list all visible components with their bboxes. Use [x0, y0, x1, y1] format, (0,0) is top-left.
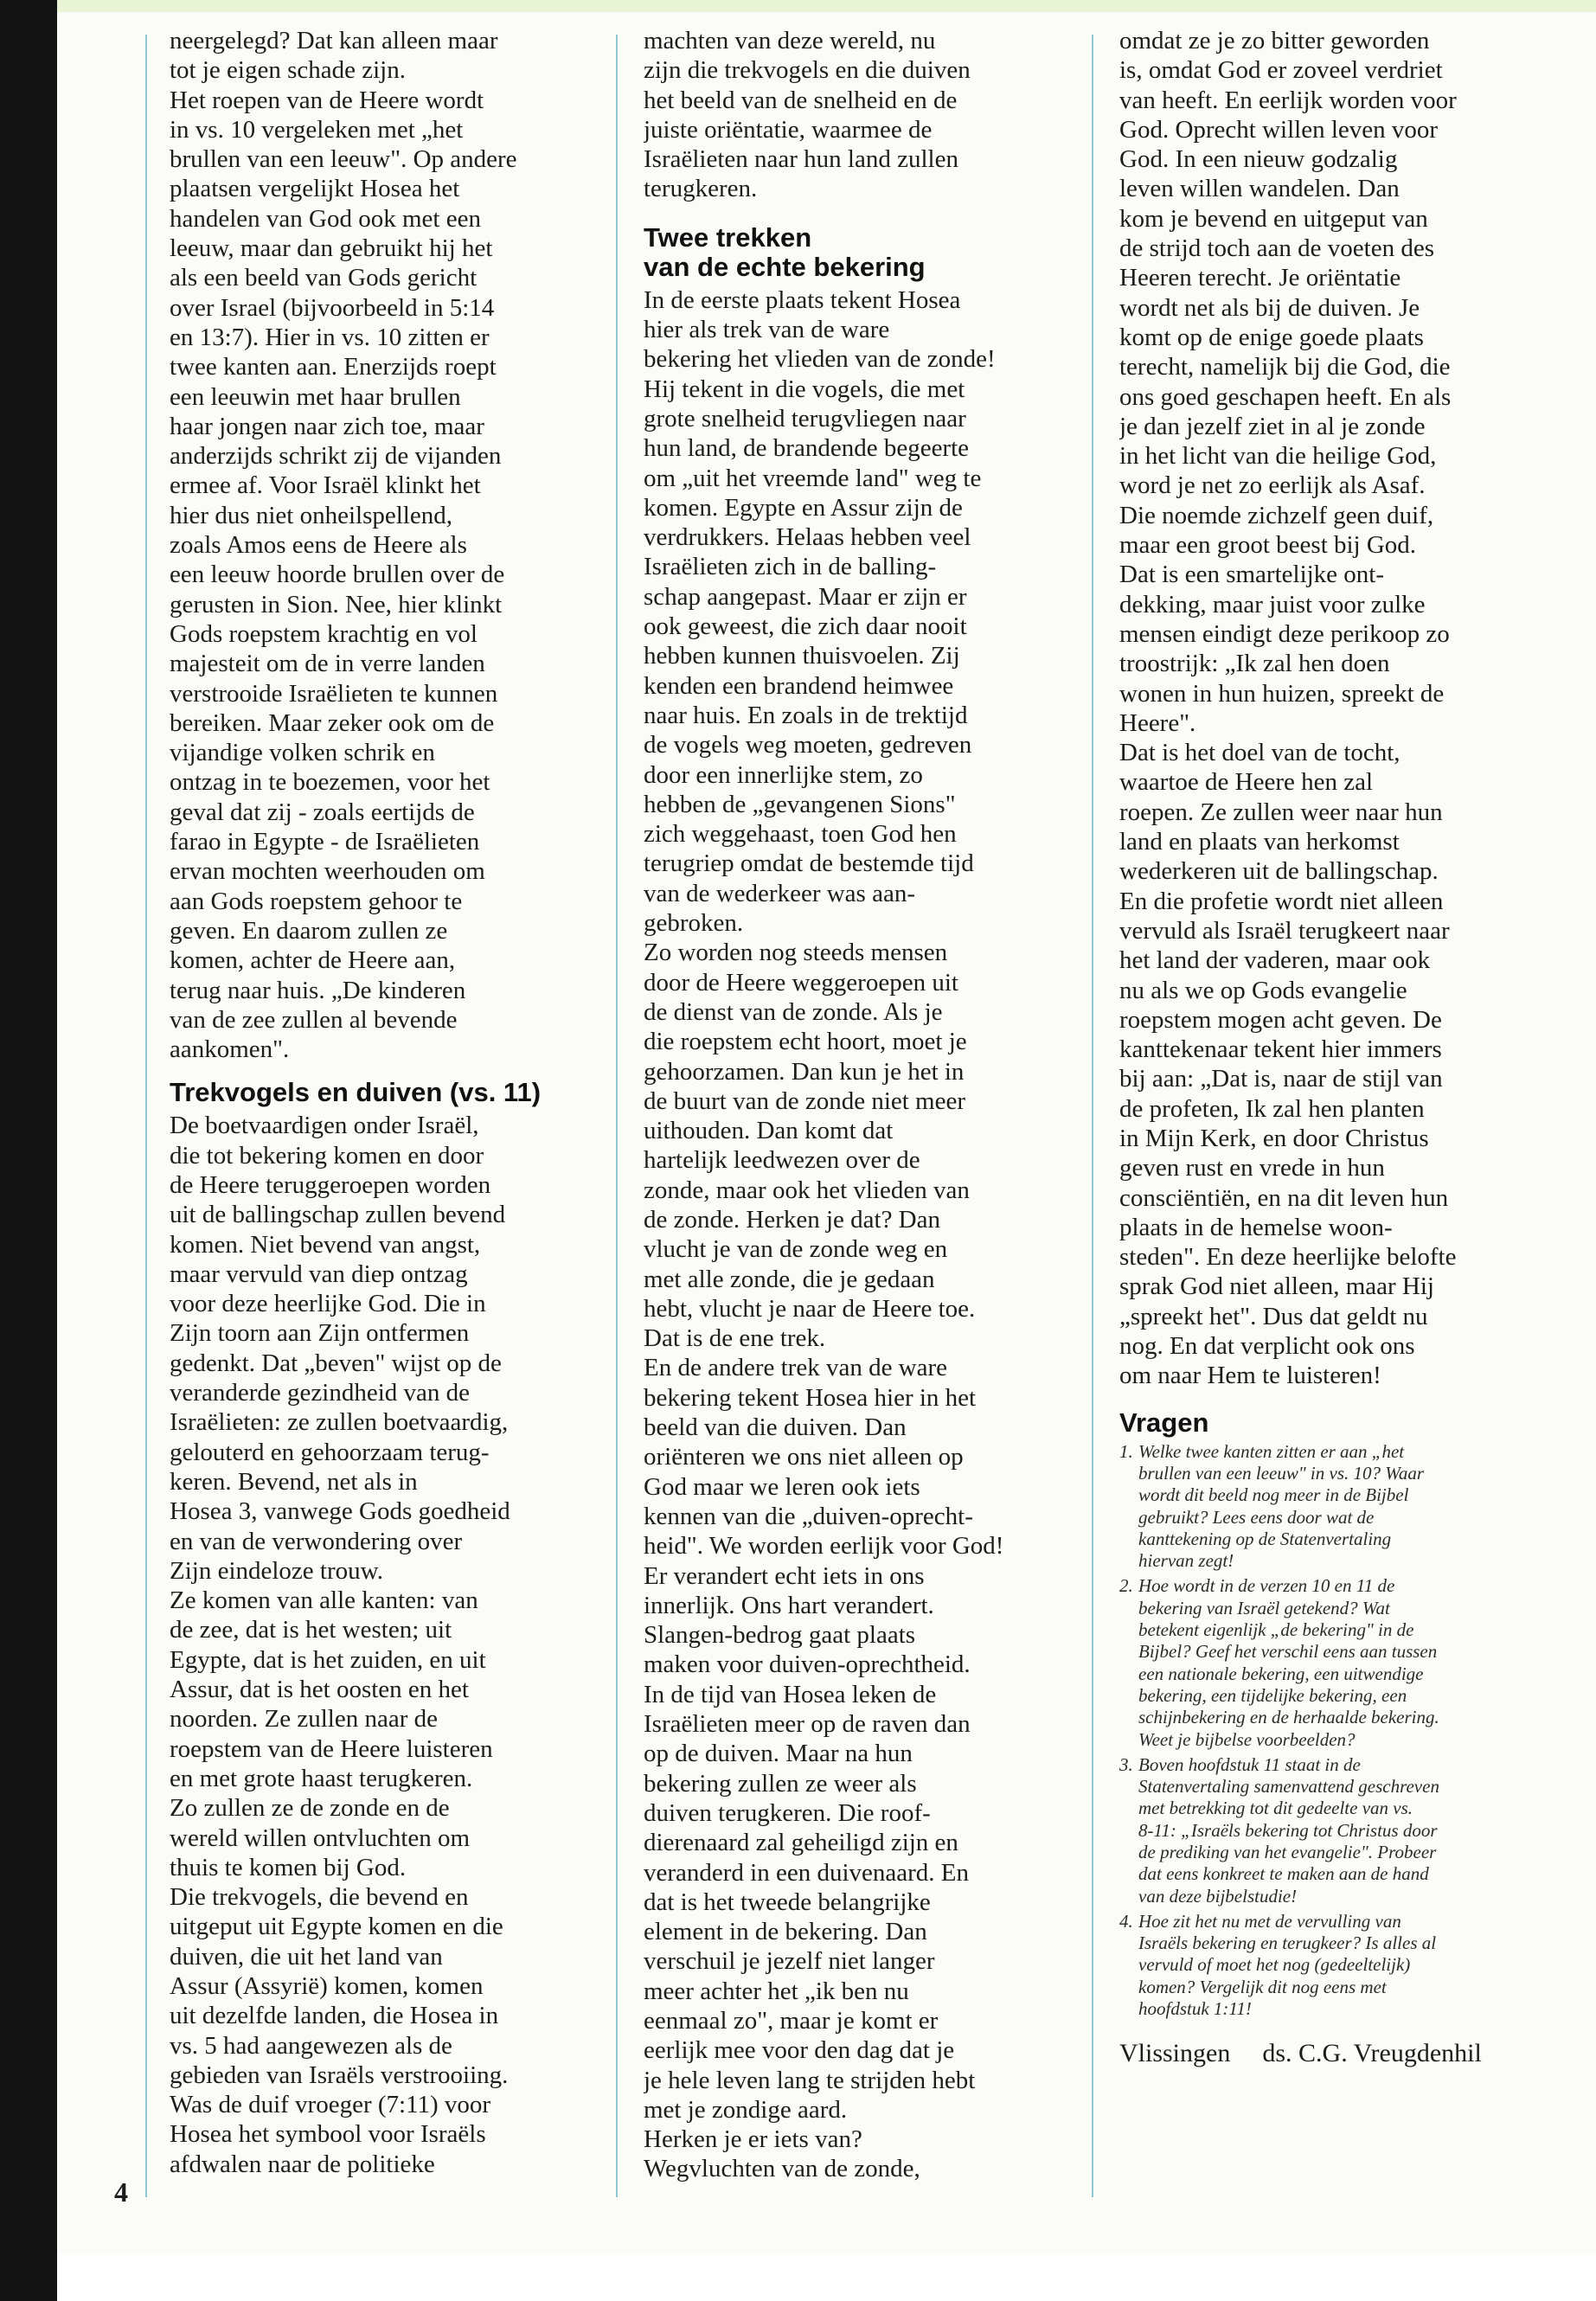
- text-line: de zonde. Herken je dat? Dan: [644, 1205, 941, 1234]
- text-line: het beeld van de snelheid en de: [644, 86, 958, 114]
- heading-line-2: van de echte bekering: [644, 252, 926, 282]
- text-line: gebieden van Israëls verstrooiing.: [170, 2061, 509, 2089]
- text-line: Zo zullen ze de zonde en de: [170, 1794, 450, 1823]
- text-line: Hosea het symbool voor Israëls: [170, 2120, 486, 2149]
- text-line: je hele leven lang te strijden hebt: [644, 2066, 976, 2094]
- text-line: „spreekt het". Dus dat geldt nu: [1119, 1302, 1428, 1330]
- text-line: naar huis. En zoals in de trektijd: [644, 701, 968, 729]
- text-line: plaats in de hemelse woon-: [1119, 1213, 1393, 1241]
- text-line: van de zee zullen al bevende: [170, 1005, 458, 1034]
- text-line: neergelegd? Dat kan alleen maar: [170, 27, 498, 54]
- signature: [1119, 2039, 1542, 2068]
- text-line: machten van deze wereld, nu: [644, 27, 936, 54]
- text-line: sprak God niet alleen, maar Hij: [1119, 1272, 1434, 1301]
- text-line: brullen van een leeuw". Op andere: [170, 145, 517, 174]
- text-line: gelouterd en gehoorzaam terug-: [170, 1438, 490, 1466]
- text-line: troostrijk: „Ik zal hen doen: [1119, 650, 1390, 678]
- text-line: zoals Amos eens de Heere als: [170, 531, 467, 560]
- text-line: Wegvluchten van de zonde,: [644, 2155, 920, 2183]
- question-line: Boven hoofdstuk 11 staat in de: [1138, 1753, 1361, 1775]
- bottom-margin: [57, 2253, 1596, 2301]
- text-line: In de eerste plaats tekent Hosea: [644, 285, 961, 314]
- text-line: Israëlieten meer op de raven dan: [644, 1710, 971, 1739]
- text-line: Het roepen van de Heere wordt: [170, 86, 484, 114]
- text-line: tot je eigen schade zijn.: [170, 56, 406, 85]
- questions-heading: Vragen: [1119, 1407, 1209, 1438]
- question-line: bekering, een tijdelijke bekering, een: [1138, 1684, 1407, 1706]
- text-line: majesteit om de in verre landen: [170, 650, 485, 678]
- text-line: bereiken. Maar zeker ook om de: [170, 708, 495, 737]
- question-line: schijnbekering en de herhaalde bekering.: [1138, 1707, 1439, 1728]
- text-line: vijandige volken schrik en: [170, 739, 435, 767]
- text-line: ermee af. Voor Israël klinkt het: [170, 471, 481, 500]
- text-line: veranderd in een duivenaard. En: [644, 1858, 970, 1887]
- text-line: kom je bevend en uitgeput van: [1119, 204, 1428, 233]
- text-line: roepstem van de Heere luisteren: [170, 1734, 493, 1763]
- top-color-band: [0, 0, 1596, 12]
- text-line: plaatsen vergelijkt Hosea het: [170, 175, 460, 203]
- text-line: met alle zonde, die je gedaan: [644, 1265, 935, 1293]
- text-line: eerlijk mee voor den dag dat je: [644, 2036, 955, 2065]
- question-number: 4.: [1119, 1910, 1133, 1932]
- text-line: die roepstem echt hoort, moet je: [644, 1028, 967, 1056]
- text-line: ontzag in te boezemen, voor het: [170, 768, 490, 797]
- text-line: vs. 5 had aangewezen als de: [170, 2031, 452, 2060]
- text-line: God. Oprecht willen leven voor: [1119, 115, 1439, 144]
- column-3-body-text: [1119, 26, 1542, 1391]
- text-line: hebt, vlucht je naar de Heere toe.: [644, 1294, 976, 1323]
- column-rule-1: [145, 35, 147, 2197]
- text-line: uit dezelfde landen, die Hosea in: [170, 2002, 499, 2030]
- text-line: beeld van die duiven. Dan: [644, 1413, 907, 1442]
- question-line: de prediking van het evangelie". Probeer: [1138, 1842, 1437, 1862]
- question-number: 3.: [1119, 1753, 1133, 1775]
- text-line: verschuil je jezelf niet langer: [644, 1947, 935, 1976]
- text-line: geven rust en vrede in hun: [1119, 1154, 1385, 1183]
- text-column-2: [644, 26, 1069, 2214]
- text-line: mensen eindigt deze perikoop zo: [1119, 619, 1450, 648]
- text-line: innerlijk. Ons hart verandert.: [644, 1591, 934, 1619]
- text-line: bekering het vlieden van de zonde!: [644, 345, 996, 374]
- text-line: in Mijn Kerk, en door Christus: [1119, 1124, 1429, 1152]
- text-column-3: [1119, 26, 1542, 2214]
- column-2-intro-text: [644, 26, 1069, 204]
- question-line: bekering van Israël getekend? Wat: [1138, 1597, 1390, 1618]
- text-line: komen. Egypte en Assur zijn de: [644, 493, 963, 522]
- text-line: Heere".: [1119, 708, 1196, 737]
- text-line: thuis te komen bij God.: [170, 1853, 407, 1881]
- text-line: gerusten in Sion. Nee, hier klinkt: [170, 590, 503, 619]
- text-line: ervan mochten weerhouden om: [170, 857, 485, 886]
- text-line: verdrukkers. Helaas hebben veel: [644, 523, 971, 552]
- text-line: maar vervuld van diep ontzag: [170, 1259, 468, 1288]
- text-line: En die profetie wordt niet alleen: [1119, 887, 1444, 915]
- text-line: grote snelheid terugvliegen naar: [644, 404, 966, 433]
- text-line: Er verandert echt iets in ons: [644, 1561, 925, 1590]
- text-line: Zijn toorn aan Zijn ontfermen: [170, 1319, 470, 1348]
- text-line: komt op de enige goede plaats: [1119, 323, 1424, 351]
- text-line: Zijn eindeloze trouw.: [170, 1556, 383, 1585]
- section-heading-trekvogels: Trekvogels en duiven (vs. 11): [170, 1077, 542, 1108]
- text-line: land en plaats van herkomst: [1119, 828, 1400, 856]
- text-line: leven willen wandelen. Dan: [1119, 175, 1400, 203]
- text-line: geval dat zij - zoals eertijds de: [170, 798, 475, 826]
- question-line: Hoe wordt in de verzen 10 en 11 de: [1138, 1575, 1395, 1597]
- text-line: dierenaard zal geheiligd zijn en: [644, 1829, 958, 1857]
- text-line: als een beeld van Gods gericht: [170, 264, 478, 292]
- text-line: Slangen-bedrog gaat plaats: [644, 1621, 916, 1650]
- text-line: om naar Hem te luisteren!: [1119, 1362, 1381, 1390]
- text-line: een leeuwin met haar brullen: [170, 382, 461, 411]
- column-1-body-text: [170, 1111, 586, 2179]
- column-2-body-text: [644, 285, 1069, 2184]
- question-line: met betrekking tot dit gedeelte van vs.: [1138, 1798, 1413, 1819]
- text-line: hier als trek van de ware: [644, 316, 890, 344]
- text-line: de dienst van de zonde. Als je: [644, 997, 943, 1026]
- text-line: door een innerlijke stem, zo: [644, 760, 923, 789]
- text-line: meer achter het „ik ben nu: [644, 1977, 909, 2005]
- question-line: hiervan zegt!: [1138, 1550, 1234, 1572]
- text-line: Dat is een smartelijke ont-: [1119, 561, 1385, 589]
- text-line: veranderde gezindheid van de: [170, 1379, 471, 1407]
- text-line: juiste oriëntatie, waarmee de: [644, 115, 933, 144]
- text-line: kanttekenaar tekent hier immers: [1119, 1035, 1442, 1064]
- text-line: terecht, namelijk bij die God, die: [1119, 353, 1451, 381]
- text-line: Assur, dat is het oosten en het: [170, 1676, 469, 1704]
- question-line: dat eens konkreet te maken aan de hand: [1138, 1863, 1429, 1885]
- text-line: ook geweest, die zich daar nooit: [644, 612, 967, 641]
- text-line: Herken je er iets van?: [644, 2125, 862, 2154]
- question-line: Weet je bijbelse voorbeelden?: [1138, 1728, 1356, 1750]
- text-line: twee kanten aan. Enerzijds roept: [170, 353, 497, 381]
- text-line: En de andere trek van de ware: [644, 1354, 948, 1382]
- text-line: aankomen".: [170, 1035, 290, 1064]
- text-line: de Heere teruggeroepen worden: [170, 1170, 491, 1199]
- heading-line-1: Twee trekken: [644, 222, 812, 253]
- text-line: uithouden. Dan komt dat: [644, 1117, 894, 1145]
- text-line: nog. En dat verplicht ook ons: [1119, 1332, 1415, 1361]
- question-line: betekent eigenlijk „de bekering" in de: [1138, 1619, 1414, 1641]
- text-line: omdat ze je zo bitter geworden: [1119, 27, 1430, 54]
- text-line: Heeren terecht. Je oriëntatie: [1119, 264, 1401, 292]
- text-line: Die noemde zichzelf geen duif,: [1119, 501, 1434, 529]
- text-line: kennen van die „duiven-oprecht-: [644, 1502, 973, 1530]
- question-item: [1119, 1754, 1542, 1907]
- text-line: vlucht je van de zonde weg en: [644, 1235, 948, 1264]
- text-line: terugkeren.: [644, 175, 758, 203]
- text-line: In de tijd van Hosea leken de: [644, 1680, 937, 1708]
- text-line: consciëntiën, en na dit leven hun: [1119, 1183, 1449, 1212]
- text-line: bij aan: „Dat is, naar de stijl van: [1119, 1065, 1443, 1093]
- question-line: Bijbel? Geef het verschil eens aan tussen: [1138, 1641, 1438, 1663]
- question-item: [1119, 1575, 1542, 1750]
- text-line: wordt net als bij de duiven. Je: [1119, 293, 1420, 322]
- question-line: 8-11: „Israëls bekering tot Christus door: [1138, 1819, 1438, 1841]
- question-line: hoofdstuk 1:11!: [1138, 1998, 1252, 2020]
- text-line: en van de verwondering over: [170, 1527, 463, 1555]
- text-line: gedenkt. Dat „beven" wijst op de: [170, 1349, 502, 1377]
- text-line: Zo worden nog steeds mensen: [644, 939, 948, 967]
- page-number: 4: [114, 2176, 128, 2208]
- text-line: zich weggehaast, toen God hen: [644, 820, 957, 849]
- text-line: de vogels weg moeten, gedreven: [644, 731, 972, 760]
- question-line: brullen van een leeuw" in vs. 10? Waar: [1138, 1462, 1424, 1484]
- text-line: het land der vaderen, maar ook: [1119, 946, 1431, 975]
- text-line: ons goed geschapen heeft. En als: [1119, 382, 1452, 411]
- text-line: geven. En daarom zullen ze: [170, 916, 448, 945]
- question-line: van deze bijbelstudie!: [1138, 1885, 1298, 1907]
- text-line: Assur (Assyrië) komen, komen: [170, 1972, 484, 2000]
- text-line: die tot bekering komen en door: [170, 1141, 484, 1170]
- text-line: zonde, maar ook het vlieden van: [644, 1176, 970, 1204]
- section-heading-twee-trekken: [644, 223, 1069, 282]
- text-line: uit de ballingschap zullen bevend: [170, 1201, 506, 1229]
- question-line: vervuld of moet het nog (gedeeltelijk): [1138, 1954, 1411, 1976]
- text-line: De boetvaardigen onder Israël,: [170, 1112, 479, 1140]
- text-line: Gods roepstem krachtig en vol: [170, 619, 478, 648]
- question-line: Israëls bekering en terugkeer? Is alles al: [1138, 1932, 1437, 1954]
- text-line: roepen. Ze zullen weer naar hun: [1119, 798, 1443, 826]
- text-line: hebben de „gevangenen Sions": [644, 790, 956, 818]
- text-line: Israëlieten: ze zullen boetvaardig,: [170, 1408, 509, 1437]
- text-line: hier dus niet onheilspellend,: [170, 501, 452, 529]
- text-line: nu als we op Gods evangelie: [1119, 976, 1407, 1004]
- text-line: dekking, maar juist voor zulke: [1119, 590, 1426, 619]
- question-number: 1.: [1119, 1440, 1133, 1462]
- text-line: Egypte, dat is het zuiden, en uit: [170, 1645, 486, 1674]
- text-line: met je zondige aard.: [644, 2095, 848, 2124]
- text-line: duiven, die uit het land van: [170, 1942, 443, 1971]
- text-line: op de duiven. Maar na hun: [644, 1740, 913, 1768]
- text-line: Hosea 3, vanwege Gods goedheid: [170, 1497, 510, 1526]
- text-line: handelen van God ook met een: [170, 204, 481, 233]
- text-line: gebroken.: [644, 909, 744, 938]
- text-line: element in de bekering. Dan: [644, 1918, 927, 1946]
- text-line: verstrooide Israëlieten te kunnen: [170, 679, 498, 708]
- text-line: je dan jezelf ziet in al je zonde: [1119, 412, 1426, 440]
- text-line: de buurt van de zonde niet meer: [644, 1086, 966, 1115]
- signature-author: ds. C.G. Vreugdenhil: [1262, 2039, 1482, 2068]
- text-line: gehoorzamen. Dan kun je het in: [644, 1057, 965, 1086]
- column-rule-2: [616, 35, 618, 2197]
- text-line: noorden. Ze zullen naar de: [170, 1705, 438, 1734]
- text-line: word je net zo eerlijk als Asaf.: [1119, 471, 1426, 500]
- text-line: heid". We worden eerlijk voor God!: [644, 1532, 1004, 1561]
- text-line: keren. Bevend, net als in: [170, 1467, 418, 1496]
- text-line: kenden een brandend heimwee: [644, 671, 954, 700]
- text-line: God maar we leren ook iets: [644, 1472, 920, 1501]
- column-1-intro-text: [170, 26, 586, 1064]
- text-line: de zee, dat is het westen; uit: [170, 1616, 452, 1644]
- text-line: Israëlieten zich in de balling-: [644, 553, 937, 581]
- text-line: Hij tekent in die vogels, die met: [644, 375, 965, 403]
- text-line: maar een groot beest bij God.: [1119, 531, 1417, 560]
- text-line: Die trekvogels, die bevend en: [170, 1883, 469, 1912]
- question-line: een nationale bekering, een uitwendige: [1138, 1663, 1424, 1684]
- text-line: bekering tekent Hosea hier in het: [644, 1383, 977, 1412]
- text-line: schap aangepast. Maar er zijn er: [644, 582, 967, 611]
- text-line: uitgeput uit Egypte komen en die: [170, 1913, 503, 1941]
- text-line: God. In een nieuw godzalig: [1119, 145, 1398, 174]
- text-line: in vs. 10 vergeleken met „het: [170, 115, 464, 144]
- signature-place: Vlissingen: [1119, 2039, 1231, 2068]
- text-line: Was de duif vroeger (7:11) voor: [170, 2091, 491, 2119]
- question-line: wordt dit beeld nog meer in de Bijbel: [1138, 1484, 1409, 1506]
- text-line: hartelijk leedwezen over de: [644, 1146, 920, 1175]
- text-line: roepstem mogen acht geven. De: [1119, 1005, 1442, 1034]
- scan-left-border: [0, 0, 57, 2301]
- text-line: eenmaal zo", maar je komt er: [644, 2007, 939, 2035]
- text-line: maken voor duiven-oprechtheid.: [644, 1650, 971, 1679]
- text-line: farao in Egypte - de Israëlieten: [170, 828, 480, 856]
- text-line: een leeuw hoorde brullen over de: [170, 561, 505, 589]
- question-line: Hoe zit het nu met de vervulling van: [1138, 1910, 1401, 1932]
- question-line: Statenvertaling samenvattend geschreven: [1138, 1776, 1439, 1798]
- question-line: komen? Vergelijk dit nog eens met: [1138, 1976, 1387, 1997]
- text-line: Dat is het doel van de tocht,: [1119, 739, 1401, 767]
- text-line: over Israel (bijvoorbeeld in 5:14: [170, 293, 495, 322]
- text-line: de profeten, Ik zal hen planten: [1119, 1094, 1425, 1123]
- text-line: steden". En deze heerlijke belofte: [1119, 1243, 1457, 1272]
- text-line: oriënteren we ons niet alleen op: [644, 1443, 964, 1471]
- text-line: om „uit het vreemde land" weg te: [644, 464, 982, 492]
- text-line: in het licht van die heilige God,: [1119, 442, 1437, 471]
- text-line: wonen in hun huizen, spreekt de: [1119, 679, 1445, 708]
- text-line: voor deze heerlijke God. Die in: [170, 1290, 486, 1318]
- column-rule-3: [1092, 35, 1093, 2197]
- text-line: anderzijds schrikt zij de vijanden: [170, 442, 502, 471]
- text-line: Israëlieten naar hun land zullen: [644, 145, 958, 174]
- questions-list: [1119, 1441, 1542, 2021]
- text-line: hun land, de brandende begeerte: [644, 434, 970, 463]
- question-number: 2.: [1119, 1575, 1133, 1597]
- text-line: hebben kunnen thuisvoelen. Zij: [644, 642, 960, 670]
- text-line: van heeft. En eerlijk worden voor: [1119, 86, 1457, 114]
- text-line: en 13:7). Hier in vs. 10 zitten er: [170, 323, 490, 351]
- text-line: haar jongen naar zich toe, maar: [170, 412, 484, 440]
- text-line: terug naar huis. „De kinderen: [170, 976, 466, 1004]
- text-line: waartoe de Heere hen zal: [1119, 768, 1374, 797]
- text-line: en met grote haast terugkeren.: [170, 1764, 473, 1792]
- text-line: wederkeren uit de ballingschap.: [1119, 857, 1439, 886]
- text-line: komen. Niet bevend van angst,: [170, 1230, 481, 1259]
- text-line: aan Gods roepstem gehoor te: [170, 887, 463, 915]
- text-line: vervuld als Israël terugkeert naar: [1119, 916, 1450, 945]
- text-line: terugriep omdat de bestemde tijd: [644, 849, 974, 878]
- text-line: duiven terugkeren. Die roof-: [644, 1798, 931, 1827]
- question-item: [1119, 1441, 1542, 1573]
- question-line: kanttekening op de Statenvertaling: [1138, 1528, 1392, 1549]
- text-line: van de wederkeer was aan-: [644, 879, 915, 907]
- text-column-1: [170, 26, 586, 2214]
- text-line: Dat is de ene trek.: [644, 1324, 826, 1353]
- text-line: komen, achter de Heere aan,: [170, 946, 456, 975]
- text-line: dat is het tweede belangrijke: [644, 1888, 931, 1916]
- text-line: wereld willen ontvluchten om: [170, 1823, 471, 1852]
- text-line: Ze komen van alle kanten: van: [170, 1586, 478, 1615]
- text-line: zijn die trekvogels en die duiven: [644, 56, 971, 85]
- question-line: Welke twee kanten zitten er aan „het: [1138, 1440, 1405, 1462]
- question-line: gebruikt? Lees eens door wat de: [1138, 1506, 1375, 1528]
- text-line: leeuw, maar dan gebruikt hij het: [170, 234, 493, 263]
- text-line: is, omdat God er zoveel verdriet: [1119, 56, 1443, 85]
- question-item: [1119, 1911, 1542, 2020]
- text-line: door de Heere weggeroepen uit: [644, 968, 958, 997]
- text-line: bekering zullen ze weer als: [644, 1769, 917, 1798]
- text-line: afdwalen naar de politieke: [170, 2150, 435, 2178]
- text-line: de strijd toch aan de voeten des: [1119, 234, 1434, 263]
